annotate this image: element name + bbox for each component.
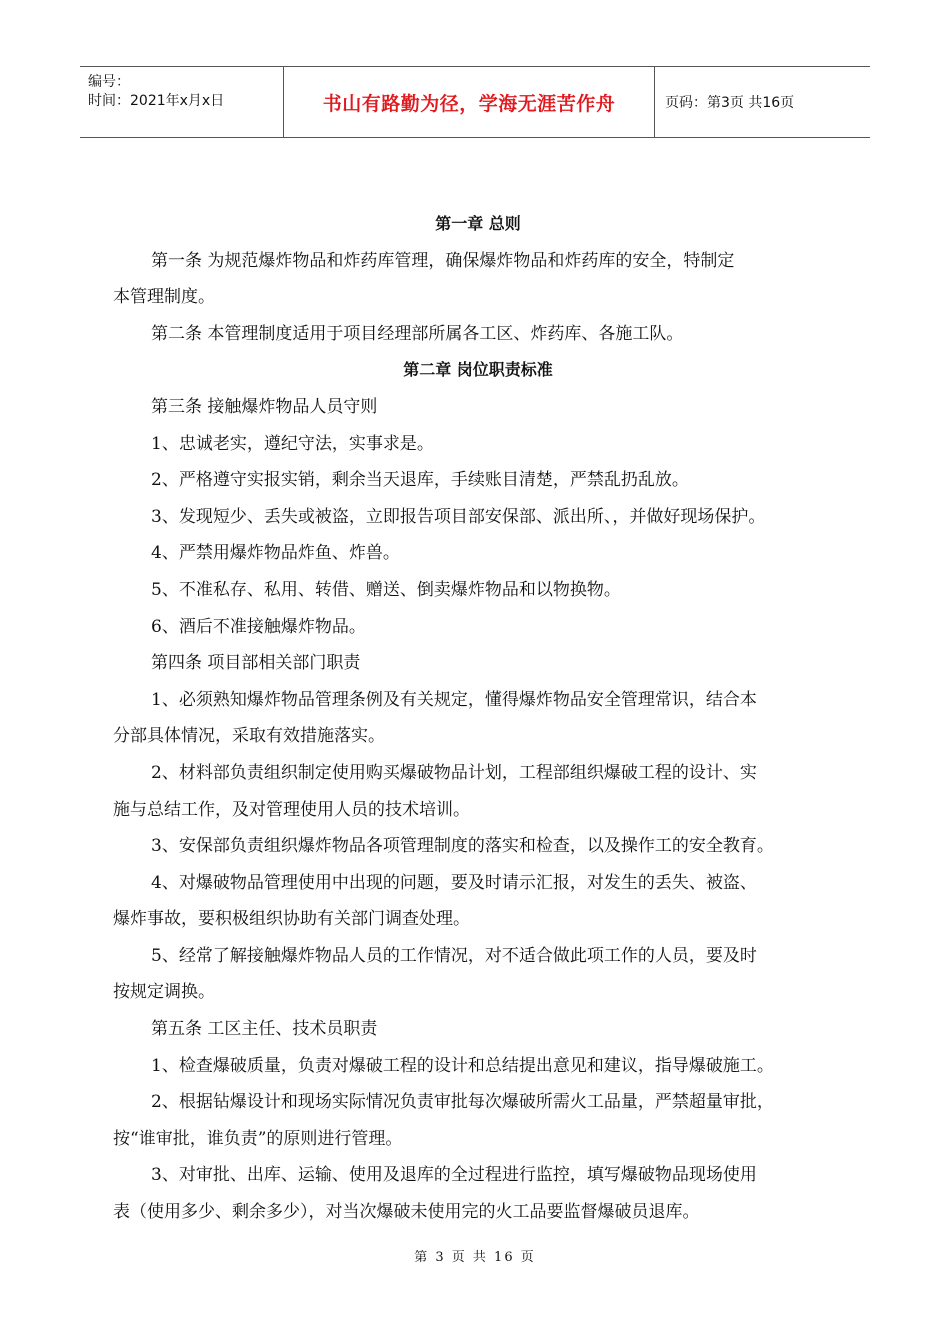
paragraph-continuation-line: 表（使用多少、剩余多少），对当次爆破未使用完的火工品要监督爆破员退库。 [113,1202,700,1223]
paragraph-line: 6、酒后不准接触爆炸物品。 [151,616,366,637]
paragraph-line: 第四条 项目部相关部门职责 [151,653,361,674]
paragraph-line: 3、安保部负责组织爆炸物品各项管理制度的落实和检查，以及操作工的安全教育。 [151,836,774,857]
paragraph-line: 1、必须熟知爆炸物品管理条例及有关规定，懂得爆炸物品安全管理常识，结合本 [151,689,757,710]
paragraph-line: 5、经常了解接触爆炸物品人员的工作情况，对不适合做此项工作的人员，要及时 [151,945,757,966]
document-date-label: 时间：2021年x月x日 [88,93,225,109]
paragraph-continuation-line: 爆炸事故，要积极组织协助有关部门调查处理。 [113,909,470,930]
paragraph-line: 4、严禁用爆炸物品炸鱼、炸兽。 [151,543,400,564]
paragraph-line: 5、不准私存、私用、转借、赠送、倒卖爆炸物品和以物换物。 [151,579,621,600]
paragraph-continuation-line: 按“谁审批，谁负责”的原则进行管理。 [113,1128,403,1149]
paragraph-line: 第三条 接触爆炸物品人员守则 [151,396,378,417]
header-meta [80,67,283,137]
paragraph-line: 3、发现短少、丢失或被盗，立即报告项目部安保部、派出所、，并做好现场保护。 [151,506,766,527]
paragraph-line: 1、忠诚老实，遵纪守法，实事求是。 [151,433,434,454]
chapter-heading: 第二章 岗位职责标准 [403,360,553,380]
chapter-heading: 第一章 总则 [435,214,521,233]
document-body [113,206,843,1231]
page-footer: 第 3 页 共 16 页 [414,1250,536,1265]
paragraph-line: 2、严格遵守实报实销，剩余当天退库，手续账目清楚，严禁乱扔乱放。 [151,470,689,491]
paragraph-line: 第五条 工区主任、技术员职责 [151,1019,378,1040]
paragraph-line: 2、根据钻爆设计和现场实际情况负责审批每次爆破所需火工品量，严禁超量审批， [151,1092,774,1113]
paragraph-line: 4、对爆破物品管理使用中出现的问题，要及时请示汇报，对发生的丢失、被盗、 [151,872,757,893]
header-motto-cell [283,67,655,137]
paragraph-line: 3、对审批、出库、运输、使用及退库的全过程进行监控，填写爆破物品现场使用 [151,1165,757,1186]
paragraph-line: 第二条 本管理制度适用于项目经理部所属各工区、炸药库、各施工队。 [151,323,684,344]
page-header [80,66,870,138]
header-page-info: 页码：第3页 共16页 [665,95,795,111]
paragraph-continuation-line: 施与总结工作，及对管理使用人员的技术培训。 [113,799,470,820]
paragraph-continuation-line: 按规定调换。 [113,982,215,1003]
header-motto: 书山有路勤为径，学海无涯苦作舟 [322,92,616,115]
header-page-cell [655,67,870,137]
paragraph-line: 1、检查爆破质量，负责对爆破工程的设计和总结提出意见和建议，指导爆破施工。 [151,1055,774,1076]
paragraph-line: 2、材料部负责组织制定使用购买爆破物品计划，工程部组织爆破工程的设计、实 [151,762,757,783]
paragraph-continuation-line: 分部具体情况，采取有效措施落实。 [113,726,385,747]
paragraph-line: 第一条 为规范爆炸物品和炸药库管理，确保爆炸物品和炸药库的安全，特制定 [151,250,735,271]
paragraph-continuation-line: 本管理制度。 [113,287,215,308]
document-number-label: 编号： [88,74,130,90]
